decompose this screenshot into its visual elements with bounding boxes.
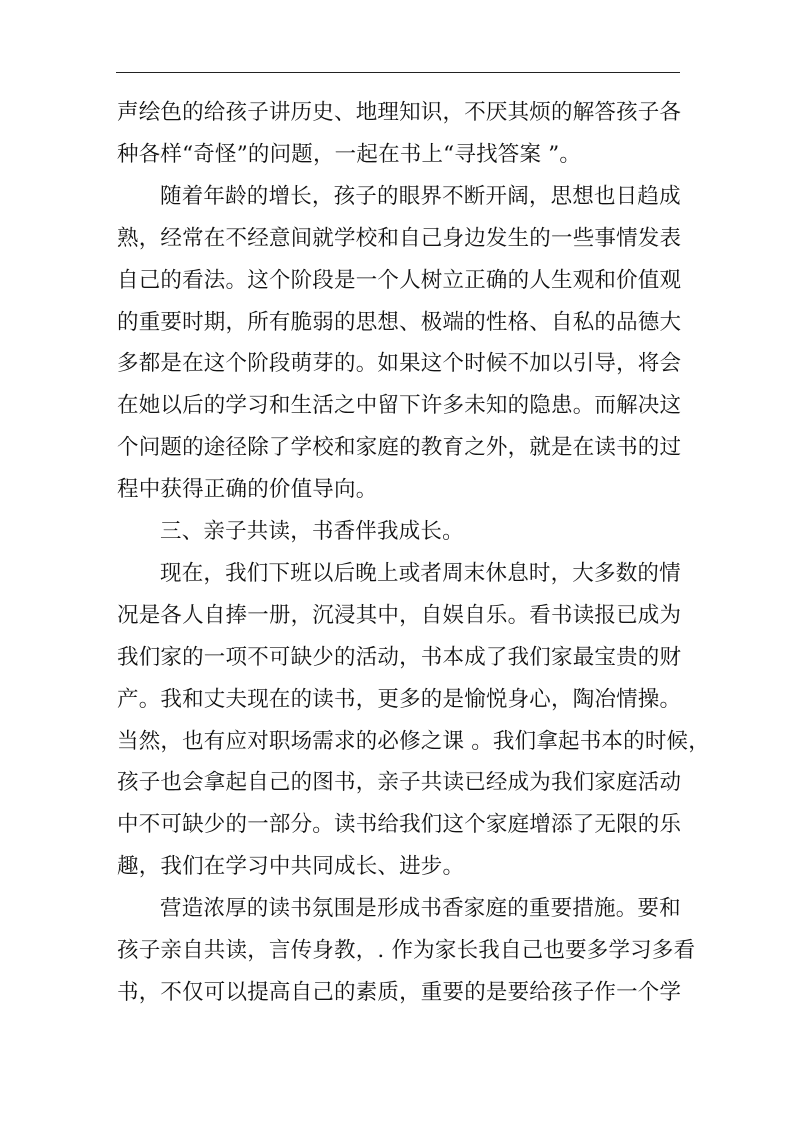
- text-line: 当然，也有应对职场需求的必修之课 。我们拿起书本的时候，: [117, 729, 710, 754]
- text-line: 趣，我们在学习中共同成长、进步。: [117, 854, 465, 879]
- text-line: 孩子也会拿起自己的图书，亲子共读已经成为我们家庭活动: [117, 770, 682, 795]
- text-line: 程中获得正确的价值导向。: [117, 477, 378, 502]
- text-line: 个问题的途径除了学校和家庭的教育之外，就是在读书的过: [117, 435, 682, 460]
- text-line: 多都是在这个阶段萌芽的。如果这个时候不加以引导，将会: [117, 351, 682, 376]
- text-line: 自己的看法。这个阶段是一个人树立正确的人生观和价值观: [117, 268, 682, 293]
- header-rule: [116, 72, 680, 73]
- text-line: 我们家的一项不可缺少的活动，书本成了我们家最宝贵的财: [117, 645, 682, 670]
- text-line: 三、亲子共读，书香伴我成长。: [160, 519, 464, 544]
- text-line: 熟，经常在不经意间就学校和自己身边发生的一些事情发表: [117, 226, 682, 251]
- text-line: 书，不仅可以提高自己的素质，重要的是要给孩子作一个学: [117, 980, 682, 1005]
- text-line: 在她以后的学习和生活之中留下许多未知的隐患。而解决这: [117, 393, 682, 418]
- text-line: 营造浓厚的读书氛围是形成书香家庭的重要措施。要和: [160, 896, 681, 921]
- text-line: 种各样“奇怪”的问题，一起在书上“寻找答案 ”。: [117, 142, 582, 167]
- text-line: 随着年龄的增长，孩子的眼界不断开阔，思想也日趋成: [160, 184, 681, 209]
- text-line: 况是各人自捧一册，沉浸其中，自娱自乐。看书读报已成为: [117, 603, 682, 628]
- text-line: 中不可缺少的一部分。读书给我们这个家庭增添了无限的乐: [117, 812, 682, 837]
- text-line: 孩子亲自共读，言传身教，. 作为家长我自己也要多学习多看: [117, 938, 696, 963]
- text-line: 声绘色的给孩子讲历史、地理知识，不厌其烦的解答孩子各: [117, 100, 682, 125]
- text-line: 的重要时期，所有脆弱的思想、极端的性格、自私的品德大: [117, 310, 682, 335]
- text-line: 产。我和丈夫现在的读书，更多的是愉悦身心，陶冶情操。: [117, 687, 682, 712]
- text-line: 现在，我们下班以后晚上或者周末休息时，大多数的情: [160, 561, 681, 586]
